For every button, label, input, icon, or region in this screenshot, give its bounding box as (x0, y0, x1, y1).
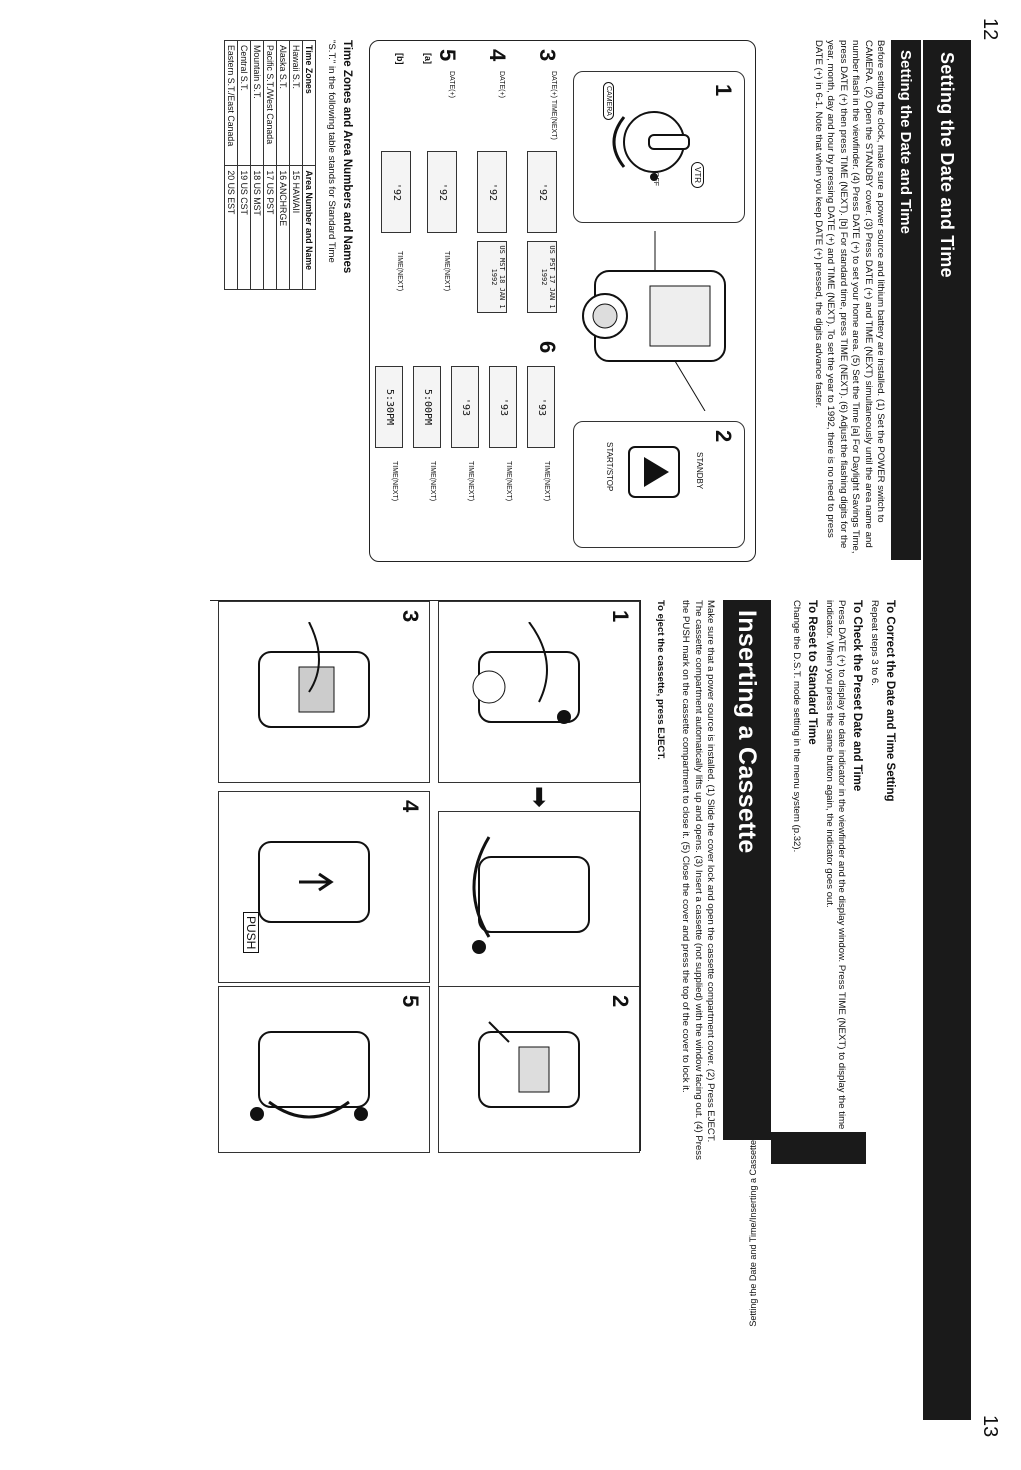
footer-tab (771, 1132, 866, 1164)
hand-slide-cover-icon (459, 622, 599, 762)
step6-lcd-2: '93 (489, 366, 517, 448)
insert-body: Make sure that a power source is installed. (1) Slide the cover lock and open the cassette compartment cover. (2) Press EJECT. The cassette compartment automatically lifts up and opens. (3) Insert a cassette (not supplied) with the window facing out. (4) Press the PUSH mark on the cassette compartment to close it. (5) Close the cover and press the top of the cover to lock it. (680, 600, 716, 1160)
tz-cell: Hawaii S.T. (290, 41, 303, 166)
table-row (238, 41, 251, 290)
tz-cell: 17 US PST (264, 166, 277, 290)
step4-lcd: '92 (477, 151, 507, 233)
step5-b-label: [b] (395, 53, 405, 65)
title-band-left (923, 40, 971, 560)
table-row (264, 41, 277, 290)
section-band-left (891, 40, 921, 560)
off-label: OFF (652, 172, 659, 186)
step5a-date-button: DATE(+) (448, 71, 455, 98)
push-close-icon (239, 812, 389, 962)
insert-band (723, 600, 771, 1140)
page-number-left: 12 (979, 18, 1001, 41)
step5b-lcd: '92 (381, 151, 411, 233)
panel-4 (218, 791, 430, 983)
step3-area-lcd: US PST 17 JAN 1 1992 (527, 241, 557, 313)
compartment-open-icon (459, 827, 609, 972)
tz-cell: 18 US MST (251, 166, 264, 290)
camera-label: CAMERA (603, 82, 614, 120)
panel-2 (438, 986, 640, 1153)
step6-lcd-4: 5:00PM (413, 366, 441, 448)
step4-number: 4 (485, 49, 510, 62)
step3-date-button: DATE(+) TIME(NEXT) (550, 71, 557, 140)
step4-date-button: DATE(+) (498, 71, 505, 98)
step5a-lcd: '92 (427, 151, 457, 233)
section-title-left: Setting the Date and Time (897, 50, 914, 234)
table-row (251, 41, 264, 290)
step2-panel (573, 421, 745, 548)
panel-1-number: 1 (608, 610, 633, 623)
step5a-time-button: TIME(NEXT) (443, 251, 450, 292)
tz-table (224, 40, 316, 290)
band-title-left: Setting the Date and Time (937, 52, 957, 278)
step1-panel (573, 71, 745, 223)
tz-header-area: Area Number and Name (303, 166, 316, 290)
panel-5-number: 5 (398, 995, 423, 1008)
step4-area-lcd: US MST 18 JAN 1 1992 (477, 241, 507, 313)
standby-label: STANDBY (695, 452, 704, 490)
start-stop-label: START/STOP (605, 442, 614, 492)
tz-note: "S.T." in the following table stands for Standard Time (326, 40, 337, 263)
check-title: To Check the Preset Date and Time (851, 600, 863, 792)
tz-cell: 20 US EST (225, 166, 238, 290)
step5b-time-button: TIME(NEXT) (396, 251, 403, 292)
correct-title: To Correct the Date and Time Setting (884, 600, 896, 802)
step6-time-button-2: TIME(NEXT) (505, 461, 512, 502)
camcorder-illustration (575, 231, 745, 411)
intro-paragraph: Before setting the clock, make sure a power source and lithium battery are installed. (1) Set the POWER switch to CAMERA. (2) Open the STANDBY cover. (3) Press DATE (+) and TIME (NEXT) simultaneously until the area name and number flash in the viewfinder. (4) Press DATE (+) to set your home area. (5) Set the Time [a] For Daylight Savings Time, press DATE (+) then press TIME (NEXT). [b] For standard time, press TIME (NEXT). (6) Adjust the flashing digits for the year, month, day and hour by pressing DATE (+) and TIME (NEXT). To set the year to 1992, there is no need to press DATE (+) in 6-1. Note that when you keep DATE (+) pressed, the digits advance faster. (812, 40, 886, 554)
footer-text: Setting the Date and Time/Inserting a Cassette (748, 1140, 758, 1327)
panel-3-number: 3 (398, 610, 423, 623)
tz-cell: Pacific S.T./West Canada (264, 41, 277, 166)
tz-cell: Alaska S.T. (277, 41, 290, 166)
table-row (290, 41, 303, 290)
table-row (225, 41, 238, 290)
footer (745, 1140, 763, 1470)
standby-switch-icon (624, 442, 684, 502)
panel-4-number: 4 (398, 800, 423, 813)
table-row (277, 41, 290, 290)
panel-3 (218, 601, 430, 783)
step3-number: 3 (535, 49, 560, 62)
arrow-right-icon: ➡ (525, 786, 555, 808)
setup-figure (369, 40, 756, 562)
panel-5 (218, 986, 430, 1153)
tz-cell: Central S.T. (238, 41, 251, 166)
tz-cell: Mountain S.T. (251, 41, 264, 166)
cassette-in-compartment-icon (239, 622, 389, 762)
tz-cell: 15 HAWAII (290, 166, 303, 290)
tz-title: Time Zones and Area Numbers and Names (341, 40, 353, 274)
step6-lcd-1: '93 (527, 366, 555, 448)
step6-time-button-4: TIME(NEXT) (429, 461, 436, 502)
tz-cell: Eastern S.T./East Canada (225, 41, 238, 166)
tz-cell: 19 US CST (238, 166, 251, 290)
panel-2-sketch (438, 811, 640, 988)
correct-body: Repeat steps 3 to 6. (869, 600, 880, 686)
page-number-right: 13 (979, 1415, 1001, 1438)
step6-time-button-3: TIME(NEXT) (467, 461, 474, 502)
panel-2-number: 2 (608, 995, 633, 1008)
tz-header-zone: Time Zones (303, 41, 316, 166)
step6-lcd-5: 5:30PM (375, 366, 403, 448)
insert-title: Inserting a Cassette (733, 610, 761, 854)
reset-body: Change the D.S.T. mode setting in the menu system (p.32). (791, 600, 802, 853)
step6-lcd-3: '93 (451, 366, 479, 448)
step3-lcd: '92 (527, 151, 557, 233)
step5-number: 5 (435, 49, 460, 62)
close-cover-icon (239, 1002, 389, 1142)
push-label: PUSH (243, 912, 259, 953)
check-body: Press DATE (+) to display the date indicator in the viewfinder and the display window. Press TIME (NEXT) to display the time indicator. When you press the same button again, the indicator goes out. (823, 600, 847, 1130)
title-band-right (923, 560, 971, 1420)
step5-a-label: [a] (423, 53, 433, 64)
step6-time-button-5: TIME(NEXT) (391, 461, 398, 502)
step2-number: 2 (711, 430, 736, 443)
eject-note: To eject the cassette, press EJECT. (655, 600, 666, 760)
step6-time-button-1: TIME(NEXT) (543, 461, 550, 502)
vtr-label: VTR (691, 162, 704, 188)
panel-1 (438, 601, 640, 783)
reset-title: To Reset to Standard Time (806, 600, 818, 745)
cassette-panels (210, 600, 641, 1151)
insert-cassette-icon (459, 1002, 599, 1142)
tz-cell: 16 ANCHRGE (277, 166, 290, 290)
step1-number: 1 (711, 84, 736, 97)
step6-number: 6 (535, 341, 560, 354)
